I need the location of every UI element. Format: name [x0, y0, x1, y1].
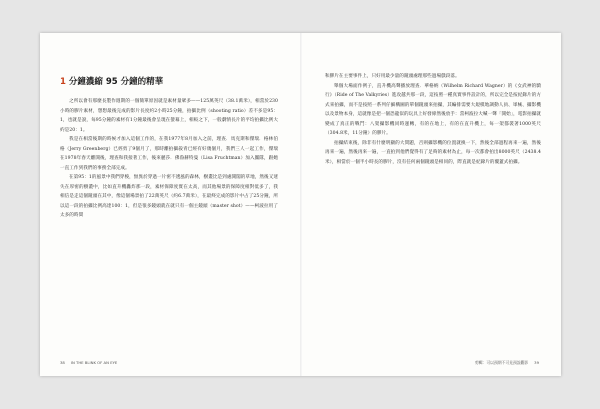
paragraph: 和膠片在主要事件上，只好用最少量的鏡頭處理那些過場戲段落。 — [325, 74, 460, 79]
paragraph: 拍攝結束後，除非有什麼明顯的大問題，否則攝影機的位置就換一下，然後全部過程再來一遍，然後再來一遍，然後再來一遍，一直拍到他們覺得有了足夠的素材為止，每一次都會拍出8000英尺（2438.4米），相當於一個半小時長的膠片，沒有任何兩個鏡頭是相同的，際直就是紀錄片的覆蓋式拍攝。 — [325, 140, 541, 165]
paragraph: 在第95：1的風景中我們穿梭，無異於穿過一片密不透風的森林，樹叢比是到處開闊的草地，然後又迷失在厚密的樹叢中，比如直升機轟炸那一段，素材保障度實在太高，而其他場景的保障度相對低多了，我相信是走這個鏡頭在其中，像這個場景拍了22萬英尺（約6.7萬米），在最終完成的影片中占了25分鐘，所以這一段的拍攝比例高達100：1，但是很多鏡頭就在就只有一個主鏡頭（master shot）——柯波拉用了太多的時間 — [60, 175, 278, 218]
running-title: 剪輯：可以預期不可見預設觀影 — [475, 360, 529, 365]
page-number: 38 — [60, 360, 65, 365]
left-body-text — [60, 97, 278, 221]
paragraph: 舉個大場面作例子，直升機高聲播放理查．華格納（Wilhelm Richard Wagner）的《女武神的騎行》（Ride of The Valkyries）進攻越共那一段，這按照一種真實事件設計的，所以完全是按紀錄片的方式來拍攝，而不是按照一系列仔細構圖的單個鏡頭來拍攝，其編排需要大規模地調動人員、軍械、攝影機以及景物本身，這就像是把一個恐龍似的玩具上好發條然後放手：當柯波拉大喊一聲「開始」，電影拍攝就變成了真正的戰鬥：八架攝影機同時運轉，有的在地上，有的在直升機上，每一架都裝著1000英尺（304.8米，11分鐘）的膠片。 — [325, 83, 541, 136]
section-heading — [60, 75, 163, 87]
left-page — [40, 33, 300, 376]
page-number: 39 — [534, 360, 539, 365]
heading-text: 分鐘濃縮 95 分鐘的精華 — [68, 77, 164, 87]
right-folio — [475, 360, 539, 366]
paragraph: 我是在相當後期的時候才加入這個工作的，在我1977年8月加入之前，理查．馬克斯和傑瑞．格林伯格（Jerry Greenberg）已經剪了9個月了，那時離拍攝殺青已經有好幾個月，我們三人一起工作，傑瑞在1978年春天離開後，理查和我接著工作，後來麗莎．佛魯赫特曼（Lisa Fruchtman）加入團隊，跟她一直工作到我們的事務全部完成。 — [60, 137, 278, 171]
paragraph: 之所以會有那麼長製作週期的一個簡單原因就是素材量眾多——125萬英尺（38.1萬米），相當於230小時的膠片素材，想想最後完成的影片長度約2小時25分鐘，拍攝比例（shooting ratio）差不多是95：1，也就是說，每95分鐘的素材有1分鐘最後會呈現在螢幕上，相較之下，一般劇情長片的平均拍攝比例大約是20：1。 — [60, 99, 278, 133]
heading-number: 1 — [60, 77, 66, 87]
book-spread — [40, 33, 561, 376]
running-title: IN THE BLINK OF AN EYE — [70, 360, 118, 365]
right-page — [301, 33, 561, 376]
left-folio — [60, 360, 117, 365]
right-body-text — [325, 72, 541, 167]
